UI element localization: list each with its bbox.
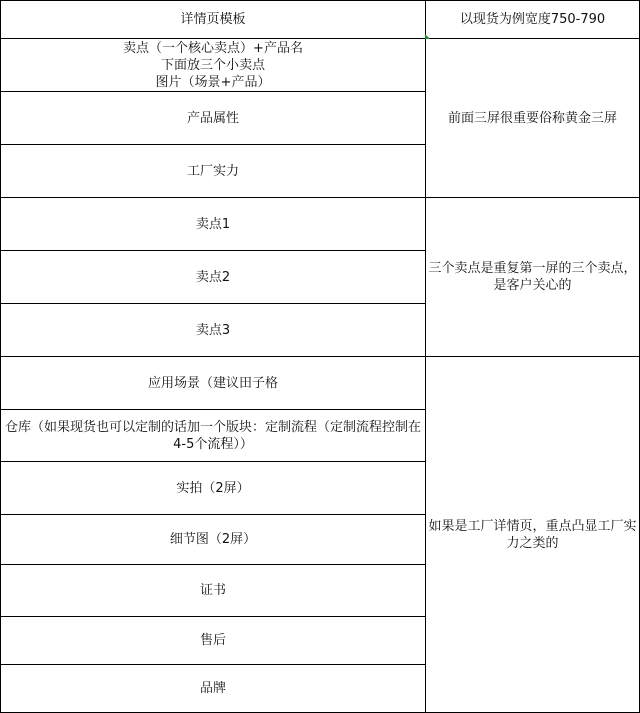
cell-core-selling-point[interactable] <box>1 39 426 92</box>
cell-after-sales[interactable]: 售后 <box>1 617 426 665</box>
table-row <box>1 39 640 92</box>
header-cell-width[interactable]: 以现货为例宽度750-790 <box>426 1 640 39</box>
cell-selling-point-1[interactable]: 卖点1 <box>1 198 426 251</box>
header-cell-template[interactable]: 详情页模板 <box>1 1 426 39</box>
cell-real-shots[interactable]: 实拍（2屏） <box>1 462 426 515</box>
cell-line: 下面放三个小卖点 <box>160 57 265 73</box>
cell-brand[interactable]: 品牌 <box>1 665 426 713</box>
cell-selling-point-3[interactable]: 卖点3 <box>1 304 426 357</box>
table-row <box>1 198 640 251</box>
cell-product-attributes[interactable]: 产品属性 <box>1 92 426 145</box>
cell-detail-images[interactable]: 细节图（2屏） <box>1 515 426 565</box>
cell-application-scenes[interactable]: 应用场景（建议田子格 <box>1 357 426 410</box>
cell-line: 卖点（一个核心卖点）+产品名 <box>123 40 303 56</box>
cell-warehouse[interactable]: 仓库（如果现货也可以定制的话加一个版块：定制流程（定制流程控制在4-5个流程）） <box>1 410 426 462</box>
header-row <box>1 1 640 39</box>
cell-line: 图片（场景+产品） <box>155 74 271 90</box>
cell-factory-strength[interactable]: 工厂实力 <box>1 145 426 198</box>
note-golden-screens[interactable]: 前面三屏很重要俗称黄金三屏 <box>426 39 640 198</box>
table-row <box>1 357 640 410</box>
cell-certificate[interactable]: 证书 <box>1 565 426 617</box>
cell-selling-point-2[interactable]: 卖点2 <box>1 251 426 304</box>
note-factory[interactable]: 如果是工厂详情页，重点凸显工厂实力之类的 <box>426 357 640 713</box>
note-selling-points[interactable]: 三个卖点是重复第一屏的三个卖点，是客户关心的 <box>426 198 640 357</box>
